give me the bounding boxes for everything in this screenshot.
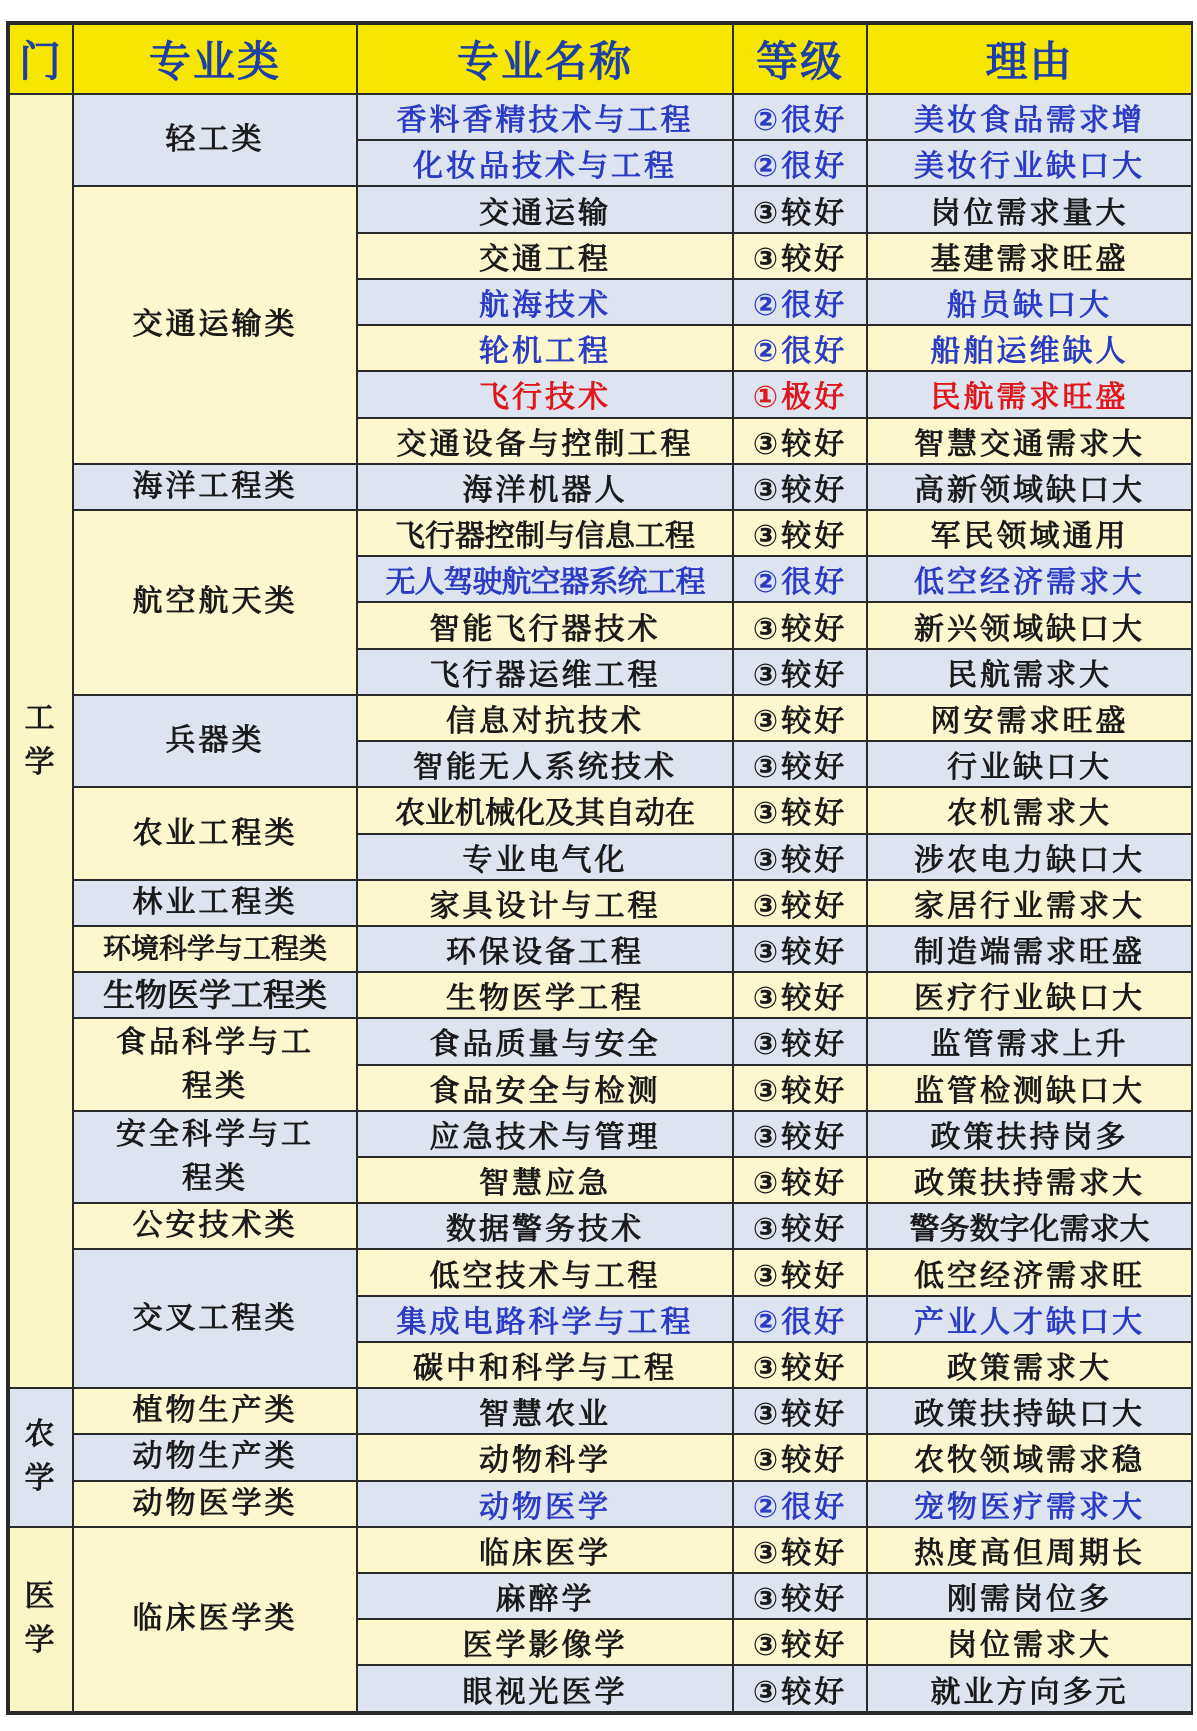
grade-cell: ③较好 — [733, 649, 867, 695]
grade-cell: ③较好 — [733, 418, 867, 464]
grade-cell: ③较好 — [733, 1203, 867, 1249]
grade-cell: ③较好 — [733, 510, 867, 556]
header-major: 专业名称 — [357, 24, 733, 94]
door-agriculture — [9, 1388, 73, 1527]
major-cell: 香料香精技术与工程 — [357, 94, 733, 140]
reason-cell: 农牧领域需求稳 — [867, 1434, 1192, 1480]
category-cell: 海洋工程类 — [73, 464, 357, 510]
major-cell: 飞行器运维工程 — [357, 649, 733, 695]
category-cell: 交通运输类 — [73, 186, 357, 463]
major-cell: 集成电路科学与工程 — [357, 1296, 733, 1342]
category-cell: 公安技术类 — [73, 1203, 357, 1249]
grade-cell: ③较好 — [733, 1342, 867, 1388]
category-cell: 林业工程类 — [73, 880, 357, 926]
major-cell: 碳中和科学与工程 — [357, 1342, 733, 1388]
reason-cell: 高新领域缺口大 — [867, 464, 1192, 510]
grade-cell: ③较好 — [733, 880, 867, 926]
major-cell: 智能飞行器技术 — [357, 602, 733, 648]
grade-cell: ③较好 — [733, 926, 867, 972]
table-row — [9, 94, 1192, 140]
grade-cell: ③较好 — [733, 1018, 867, 1064]
table-row — [9, 510, 1192, 556]
major-cell: 生物医学工程 — [357, 972, 733, 1018]
door-char: 农 — [24, 1417, 58, 1453]
grade-cell: ③较好 — [733, 186, 867, 232]
table-row — [9, 1527, 1192, 1573]
table-row — [9, 1481, 1192, 1527]
table-row — [9, 1203, 1192, 1249]
category-cell: 交叉工程类 — [73, 1249, 357, 1388]
reason-cell: 低空经济需求大 — [867, 556, 1192, 602]
category-cell: 兵器类 — [73, 695, 357, 787]
grade-cell: ③较好 — [733, 464, 867, 510]
category-cell: 临床医学类 — [73, 1527, 357, 1712]
category-label: 安全科学与工程类 — [116, 1117, 314, 1197]
reason-cell: 宠物医疗需求大 — [867, 1481, 1192, 1527]
reason-cell: 网安需求旺盛 — [867, 695, 1192, 741]
reason-cell: 岗位需求大 — [867, 1619, 1192, 1665]
grade-cell: ③较好 — [733, 1527, 867, 1573]
major-cell: 交通设备与控制工程 — [357, 418, 733, 464]
grade-cell: ③较好 — [733, 1111, 867, 1157]
category-cell — [73, 1018, 357, 1110]
grade-cell: ③较好 — [733, 1249, 867, 1295]
table-row — [9, 1111, 1192, 1157]
grade-cell: ②很好 — [733, 140, 867, 186]
grade-cell: ②很好 — [733, 556, 867, 602]
reason-cell: 家居行业需求大 — [867, 880, 1192, 926]
major-cell: 化妆品技术与工程 — [357, 140, 733, 186]
grade-cell: ③较好 — [733, 1573, 867, 1619]
grade-cell: ③较好 — [733, 787, 867, 833]
table-row — [9, 464, 1192, 510]
major-cell: 家具设计与工程 — [357, 880, 733, 926]
reason-cell: 美妆食品需求增 — [867, 94, 1192, 140]
major-cell: 轮机工程 — [357, 325, 733, 371]
major-cell: 农业机械化及其自动在 — [357, 787, 733, 833]
reason-cell: 产业人才缺口大 — [867, 1296, 1192, 1342]
table-row — [9, 926, 1192, 972]
reason-cell: 政策扶持需求大 — [867, 1157, 1192, 1203]
grade-cell: ③较好 — [733, 1665, 867, 1712]
reason-cell: 船员缺口大 — [867, 279, 1192, 325]
grade-cell: ①极好 — [733, 371, 867, 417]
table-row — [9, 787, 1192, 833]
door-medicine — [9, 1527, 73, 1712]
reason-cell: 涉农电力缺口大 — [867, 834, 1192, 880]
table-row — [9, 1388, 1192, 1434]
reason-cell: 警务数字化需求大 — [867, 1203, 1192, 1249]
grade-cell: ②很好 — [733, 1296, 867, 1342]
reason-cell: 民航需求大 — [867, 649, 1192, 695]
major-cell: 飞行技术 — [357, 371, 733, 417]
category-cell — [73, 1111, 357, 1203]
major-cell: 智慧农业 — [357, 1388, 733, 1434]
category-cell: 动物医学类 — [73, 1481, 357, 1527]
major-cell: 智慧应急 — [357, 1157, 733, 1203]
table-row — [9, 695, 1192, 741]
grade-cell: ③较好 — [733, 1065, 867, 1111]
reason-cell: 行业缺口大 — [867, 741, 1192, 787]
reason-cell: 热度高但周期长 — [867, 1527, 1192, 1573]
header-door: 门 — [9, 24, 73, 94]
header-reason: 理由 — [867, 24, 1192, 94]
major-cell: 数据警务技术 — [357, 1203, 733, 1249]
grade-cell: ③较好 — [733, 834, 867, 880]
majors-table-frame — [6, 21, 1193, 1715]
reason-cell: 制造端需求旺盛 — [867, 926, 1192, 972]
major-cell: 低空技术与工程 — [357, 1249, 733, 1295]
major-cell: 航海技术 — [357, 279, 733, 325]
major-cell: 动物科学 — [357, 1434, 733, 1480]
door-char: 学 — [24, 1461, 58, 1497]
category-cell: 动物生产类 — [73, 1434, 357, 1480]
category-cell: 环境科学与工程类 — [73, 926, 357, 972]
major-cell: 应急技术与管理 — [357, 1111, 733, 1157]
reason-cell: 刚需岗位多 — [867, 1573, 1192, 1619]
header-grade: 等级 — [733, 24, 867, 94]
grade-cell: ③较好 — [733, 1157, 867, 1203]
grade-cell: ②很好 — [733, 325, 867, 371]
major-cell: 医学影像学 — [357, 1619, 733, 1665]
reason-cell: 监管检测缺口大 — [867, 1065, 1192, 1111]
grade-cell: ③较好 — [733, 972, 867, 1018]
major-cell: 动物医学 — [357, 1481, 733, 1527]
grade-cell: ③较好 — [733, 1388, 867, 1434]
table-row — [9, 1249, 1192, 1295]
reason-cell: 岗位需求量大 — [867, 186, 1192, 232]
category-cell: 农业工程类 — [73, 787, 357, 879]
major-cell: 智能无人系统技术 — [357, 741, 733, 787]
reason-cell: 政策扶持岗多 — [867, 1111, 1192, 1157]
reason-cell: 民航需求旺盛 — [867, 371, 1192, 417]
category-cell: 植物生产类 — [73, 1388, 357, 1434]
door-engineering — [9, 94, 73, 1388]
category-cell: 生物医学工程类 — [73, 972, 357, 1018]
door-char: 学 — [24, 1623, 58, 1659]
reason-cell: 政策扶持缺口大 — [867, 1388, 1192, 1434]
grade-cell: ③较好 — [733, 1619, 867, 1665]
category-label: 食品科学与工程类 — [116, 1024, 314, 1104]
table-row — [9, 880, 1192, 926]
table-row — [9, 186, 1192, 232]
major-cell: 眼视光医学 — [357, 1665, 733, 1712]
major-cell: 麻醉学 — [357, 1573, 733, 1619]
reason-cell: 就业方向多元 — [867, 1665, 1192, 1712]
major-cell: 信息对抗技术 — [357, 695, 733, 741]
reason-cell: 监管需求上升 — [867, 1018, 1192, 1064]
reason-cell: 医疗行业缺口大 — [867, 972, 1192, 1018]
major-cell: 交通运输 — [357, 186, 733, 232]
grade-cell: ③较好 — [733, 233, 867, 279]
reason-cell: 新兴领域缺口大 — [867, 602, 1192, 648]
major-cell: 海洋机器人 — [357, 464, 733, 510]
major-cell: 环保设备工程 — [357, 926, 733, 972]
reason-cell: 农机需求大 — [867, 787, 1192, 833]
door-char: 学 — [24, 745, 58, 781]
grade-cell: ③较好 — [733, 741, 867, 787]
grade-cell: ②很好 — [733, 279, 867, 325]
major-cell: 临床医学 — [357, 1527, 733, 1573]
reason-cell: 智慧交通需求大 — [867, 418, 1192, 464]
major-cell: 无人驾驶航空器系统工程 — [357, 556, 733, 602]
grade-cell: ②很好 — [733, 94, 867, 140]
table-row — [9, 1434, 1192, 1480]
major-cell: 交通工程 — [357, 233, 733, 279]
reason-cell: 低空经济需求旺 — [867, 1249, 1192, 1295]
grade-cell: ②很好 — [733, 1481, 867, 1527]
door-char: 工 — [24, 701, 58, 737]
reason-cell: 基建需求旺盛 — [867, 233, 1192, 279]
category-cell: 航空航天类 — [73, 510, 357, 695]
major-cell: 食品安全与检测 — [357, 1065, 733, 1111]
major-cell: 飞行器控制与信息工程 — [357, 510, 733, 556]
reason-cell: 美妆行业缺口大 — [867, 140, 1192, 186]
reason-cell: 军民领域通用 — [867, 510, 1192, 556]
header-category: 专业类 — [73, 24, 357, 94]
reason-cell: 政策需求大 — [867, 1342, 1192, 1388]
majors-table — [8, 23, 1193, 1713]
table-row — [9, 972, 1192, 1018]
table-row — [9, 1018, 1192, 1064]
header-row — [9, 24, 1192, 94]
major-cell: 食品质量与安全 — [357, 1018, 733, 1064]
major-cell: 专业电气化 — [357, 834, 733, 880]
category-cell: 轻工类 — [73, 94, 357, 186]
door-char: 医 — [24, 1579, 58, 1615]
reason-cell: 船舶运维缺人 — [867, 325, 1192, 371]
grade-cell: ③较好 — [733, 602, 867, 648]
grade-cell: ③较好 — [733, 1434, 867, 1480]
grade-cell: ③较好 — [733, 695, 867, 741]
